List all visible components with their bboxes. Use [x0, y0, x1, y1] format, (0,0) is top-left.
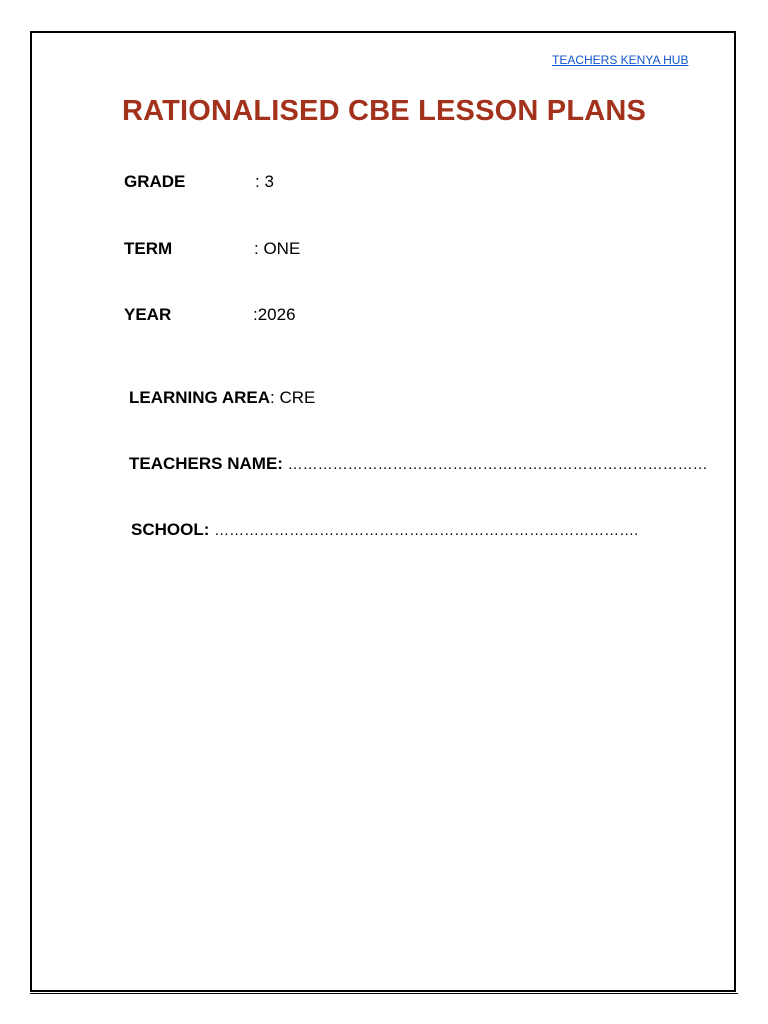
teachers-name-field — [129, 454, 708, 474]
school-blank: …………………………………………………………………………. — [214, 522, 639, 539]
term-field — [124, 239, 301, 259]
year-value: :2026 — [253, 305, 296, 324]
learning-area-field — [129, 388, 315, 408]
year-field — [124, 305, 296, 325]
school-label: SCHOOL: — [131, 520, 215, 539]
year-label: YEAR — [124, 305, 172, 324]
learning-area-label: LEARNING AREA — [129, 388, 271, 407]
teachers-name-label: TEACHERS NAME: — [129, 454, 288, 473]
grade-value: : 3 — [255, 172, 274, 191]
teachers-kenya-hub-link[interactable]: TEACHERS KENYA HUB — [552, 53, 689, 67]
grade-field — [124, 172, 274, 192]
learning-area-value: : CRE — [270, 388, 316, 407]
grade-label: GRADE — [124, 172, 186, 191]
school-field — [131, 520, 638, 540]
term-value: : ONE — [254, 239, 301, 258]
term-label: TERM — [124, 239, 173, 258]
document-title: RATIONALISED CBE LESSON PLANS — [122, 95, 647, 127]
teachers-name-blank: ………………………………………………………………………… — [287, 456, 708, 473]
